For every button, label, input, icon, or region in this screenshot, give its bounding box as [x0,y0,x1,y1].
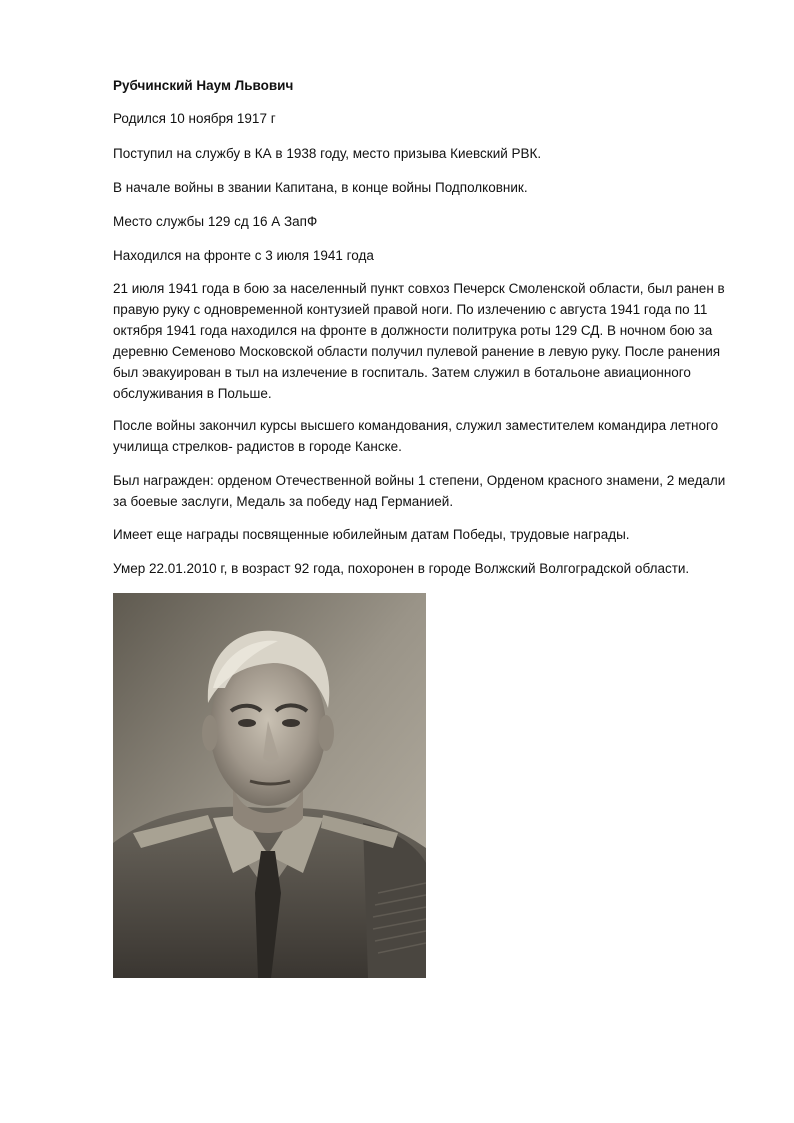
paragraph-other-awards: Имеет еще награды посвященные юбилейным датам Победы, трудовые награды. [113,527,630,542]
paragraph-death: Умер 22.01.2010 г, в возраст 92 года, похоронен в городе Волжский Волгоградской области. [113,561,690,576]
paragraph-rank: В начале войны в звании Капитана, в конце войны Подполковник. [113,180,528,195]
paragraph-service-history: 21 июля 1941 года в бою за населенный пункт совхоз Печерск Смоленской области, был ранен в правую руку с одновременной контузией правой ноги. По излечению с августа 1941 года по 11 октября 1941 года находился на фронте в должности политрука роты 129 СД. В ночном бою за деревню Семеново Московской области получил пулевой ранение в левую руку. После ранения был эвакуирован в тыл на излечение в госпиталь. Затем служил в ботальоне авиационного обслуживания в Польше. [113,281,725,401]
paragraph-enlistment: Поступил на службу в КА в 1938 году, место призыва Киевский РВК. [113,146,542,161]
person-name-heading: Рубчинский Наум Львович [113,78,294,93]
portrait-photo [113,593,426,978]
paragraph-unit: Место службы 129 сд 16 А ЗапФ [113,214,318,229]
paragraph-birth: Родился 10 ноября 1917 г [113,111,276,126]
paragraph-front-date: Находился на фронте с 3 июля 1941 года [113,248,374,263]
paragraph-postwar: После войны закончил курсы высшего командования, служил заместителем командира летного училища стрелков- радистов в городе Канске. [113,418,719,454]
portrait-illustration [113,593,426,978]
paragraph-awards: Был награжден: орденом Отечественной войны 1 степени, Орденом красного знамени, 2 медали за боевые заслуги, Медаль за победу над Германией. [113,473,726,509]
